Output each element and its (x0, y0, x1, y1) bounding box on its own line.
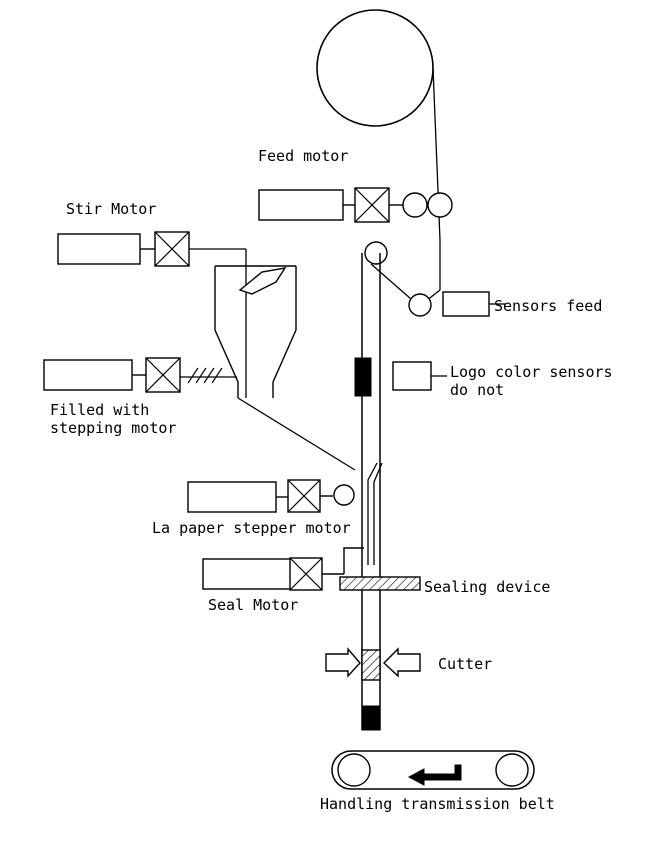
stir-motor-body (58, 234, 140, 264)
cutter-arrow-right (384, 649, 420, 676)
seal-arm (344, 548, 364, 574)
seal-motor-body (203, 559, 291, 589)
cutter-arrow-left (326, 649, 360, 676)
label-cutter: Cutter (438, 655, 493, 673)
label-filled-with-stepping-motor-line1: Filled with (50, 401, 150, 419)
film-web-diagonal (371, 264, 411, 299)
sensors-feed-box (443, 292, 489, 316)
inner-tube-line-2 (374, 463, 382, 565)
label-feed-motor: Feed motor (258, 147, 349, 165)
guide-roller-lower (409, 294, 431, 316)
feed-motor-body (259, 190, 343, 220)
filling-stepper-hatch (188, 368, 222, 383)
sealing-jaw (340, 577, 420, 590)
stir-paddle (240, 268, 285, 294)
feed-roller-left (403, 193, 427, 217)
registration-mark (355, 358, 371, 396)
label-la-paper-stepper-motor: La paper stepper motor (152, 519, 351, 537)
paper-stepper-motor-body (188, 482, 276, 512)
label-logo-color-sensors-line1: Logo color sensors (450, 363, 613, 381)
paper-stepper-roller (334, 485, 354, 505)
film-bottom-mark (362, 706, 380, 730)
label-filled-with-stepping-motor-line2: stepping motor (50, 419, 177, 437)
label-sealing-device: Sealing device (424, 578, 551, 596)
cutter-block (362, 650, 380, 680)
conveyor-pulley-left (338, 754, 370, 786)
label-logo-color-sensors-line2: do not (450, 381, 505, 399)
label-handling-transmission-belt: Handling transmission belt (320, 795, 555, 813)
guide-roller-upper (365, 242, 387, 264)
label-stir-motor: Stir Motor (66, 200, 157, 218)
film-roll (317, 10, 433, 126)
filling-stepper-motor-body (44, 360, 132, 390)
conveyor-pulley-right (496, 754, 528, 786)
feed-roller-right (428, 193, 452, 217)
label-seal-motor: Seal Motor (208, 596, 299, 614)
fill-chute (238, 398, 355, 470)
label-sensors-feed: Sensors feed (494, 297, 603, 315)
logo-color-sensor-box (393, 362, 431, 390)
film-web-upper (433, 68, 440, 290)
